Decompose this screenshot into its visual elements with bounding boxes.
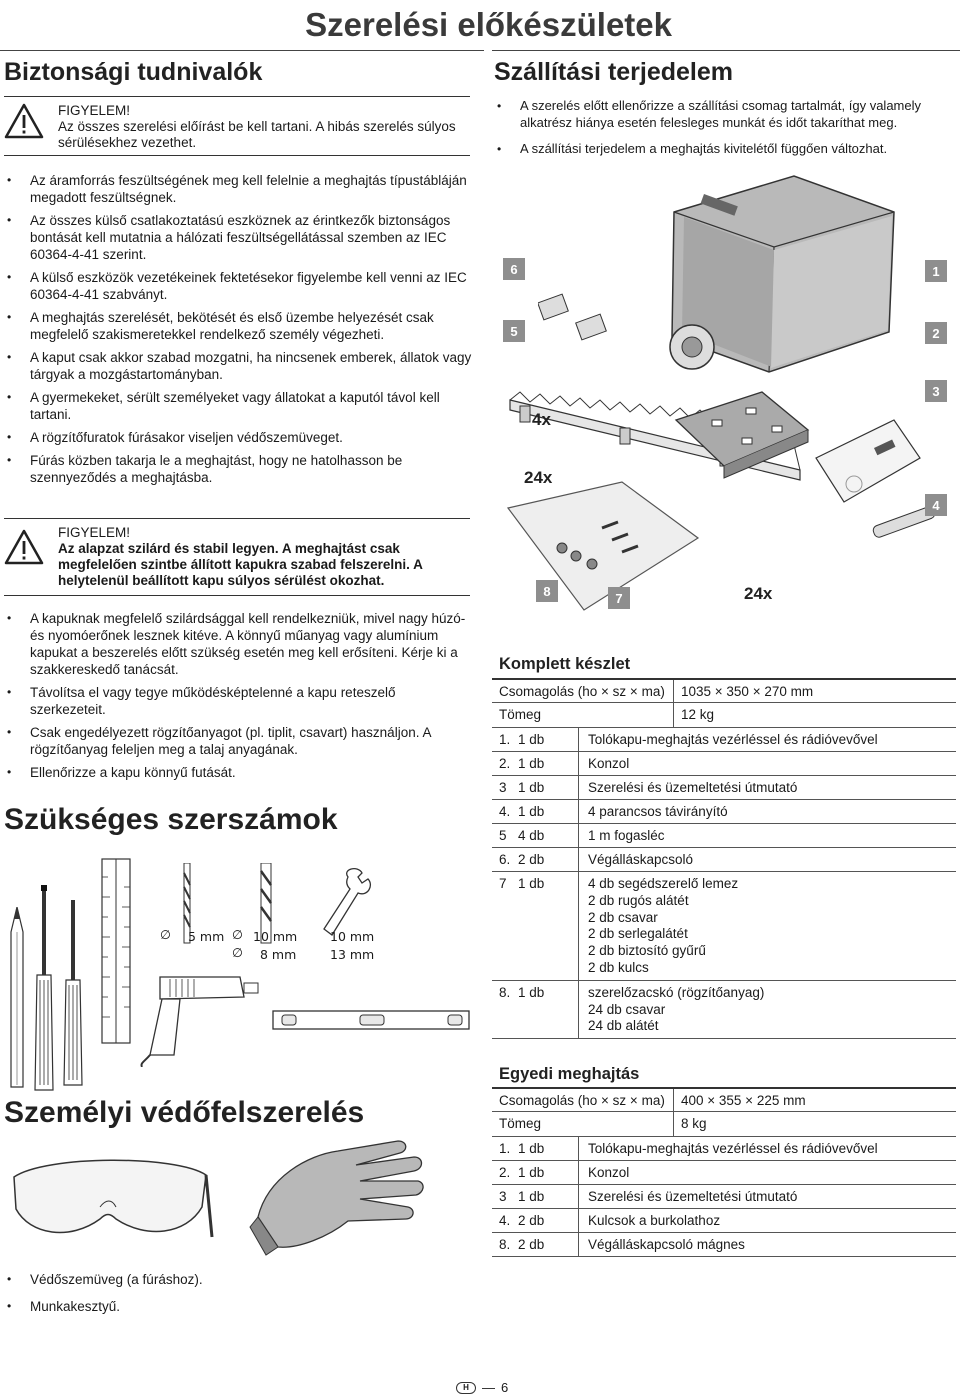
list-item: • A szerelés előtt ellenőrizze a szállítási csomag tartalmát, így valamely alkatrész hiánya esetén felesleges munkát és időt takaríthat meg.: [494, 98, 958, 131]
table-row: [492, 872, 956, 981]
divider: [492, 50, 960, 51]
cell-divider: [578, 824, 579, 847]
warning-text: Az összes szerelési előírást be kell tartani. A hibás szerelés súlyos sérülésekhez vezethet.: [58, 119, 456, 150]
dash-separator: —: [482, 1380, 495, 1395]
single-heading: Egyedi meghajtás: [499, 1065, 640, 1083]
warning-title: FIGYELEM!: [58, 103, 131, 118]
list-item: • A szállítási terjedelem a meghajtás kivitelétől függően változhat.: [494, 141, 958, 158]
table-cell: Csomagolás (ho × sz × ma): [499, 1093, 665, 1108]
ppe-heading: Személyi védőfelszerelés: [4, 1096, 365, 1129]
row-quantity: 1 db: [518, 1189, 545, 1204]
row-number: 3: [499, 1189, 507, 1204]
table-row: [492, 1087, 956, 1112]
row-description: Szerelési és üzemeltetési útmutató: [588, 780, 798, 795]
table-cell: Csomagolás (ho × sz × ma): [499, 684, 665, 699]
tools-heading: Szükséges szerszámok: [4, 803, 338, 836]
tools-illustration: [0, 855, 480, 1065]
table-cell: 12 kg: [681, 707, 715, 722]
gate-motor-icon: [644, 172, 904, 377]
cell-divider: [673, 1089, 674, 1111]
folding-rule-icon: [100, 857, 134, 1045]
drill-size: 10 mm: [253, 929, 298, 944]
table-row: [492, 1209, 956, 1233]
row-description: 4 parancsos távirányító: [588, 804, 728, 819]
row-number: 4.: [499, 1213, 511, 1228]
row-number: 8.: [499, 984, 511, 1000]
page-title: Szerelési előkészületek: [305, 6, 672, 43]
hardware-bag-icon: [502, 478, 702, 618]
row-quantity: 4 db: [518, 828, 545, 843]
list-item: • A gyermekeket, sérült személyeket vagy állatokat a kaputól távol kell tartani.: [4, 389, 474, 423]
row-number: 2.: [499, 756, 511, 771]
part-badge: 3: [925, 380, 947, 402]
spirit-level-icon: [272, 1007, 472, 1033]
cell-divider: [578, 800, 579, 823]
limit-switch-icon: [538, 288, 618, 346]
row-quantity: 2 db: [518, 1237, 545, 1252]
power-drill-icon: [140, 967, 260, 1067]
cell-divider: [578, 752, 579, 775]
page-number: [456, 1380, 508, 1395]
gate-list: [4, 610, 474, 787]
cell-divider: [578, 1137, 579, 1160]
table-row: [492, 678, 956, 703]
screwdriver-icon: [62, 900, 84, 1090]
row-quantity: 1 db: [518, 756, 545, 771]
warning-box: [4, 96, 470, 156]
cell-divider: [578, 981, 579, 1038]
row-description: Tolókapu-meghajtás vezérléssel és rádióvevővel: [588, 1141, 878, 1156]
part-badge: 6: [503, 258, 525, 280]
divider: [0, 50, 484, 51]
row-quantity: 1 db: [518, 984, 545, 1000]
list-item: • Munkakesztyű.: [4, 1298, 304, 1315]
cell-divider: [578, 728, 579, 751]
quantity-label: 24x: [744, 584, 773, 603]
single-table: [492, 1087, 956, 1257]
table-row: [492, 1233, 956, 1257]
bracket-plate-icon: [672, 390, 812, 480]
table-cell: 400 × 355 × 225 mm: [681, 1093, 806, 1108]
cell-divider: [673, 703, 674, 727]
row-description: Szerelési és üzemeltetési útmutató: [588, 1189, 798, 1204]
table-row: [492, 1137, 956, 1161]
list-item: • A kapuknak megfelelő szilárdsággal kell rendelkezniük, mivel nagy húzó- és nyomóerőnek lesznek kitéve. A könnyű műanyag vagy alumínium kapukat a beszerelés előtt szükség esetén meg kell erősíteni. Kérje ki a szakkereskedő tanácsát.: [4, 610, 474, 678]
warning-text: Az alapzat szilárd és stabil legyen. A meghajtást csak megfelelően szintbe állított kapukra szabad felszerelni. A helytelenül beállított kapu súlyos sérülést okozhat.: [58, 541, 423, 588]
list-item: • Ellenőrizze a kapu könnyű futását.: [4, 764, 474, 781]
list-item: • Az áramforrás feszültségének meg kell felelnie a meghajtás típustábláján megadott feszültségnek.: [4, 172, 474, 206]
table-cell: 8 kg: [681, 1116, 707, 1131]
table-row: [492, 824, 956, 848]
row-description: 4 db segédszerelő lemez 2 db rugós alátét 2 db csavar 2 db serlegalátét 2 db biztosító gyűrű 2 db kulcs: [588, 876, 739, 975]
row-description: szerelőzacskó (rögzítőanyag) 24 db csavar 24 db alátét: [588, 984, 765, 1034]
kit-table: [492, 678, 956, 1039]
part-badge: 8: [536, 580, 558, 602]
warning-icon: [4, 529, 44, 565]
language-badge: H: [456, 1382, 476, 1394]
table-row: [492, 800, 956, 824]
row-number: 6.: [499, 852, 511, 867]
row-description: Tolókapu-meghajtás vezérléssel és rádióvevővel: [588, 732, 878, 747]
list-item: • Távolítsa el vagy tegye működésképtelenné a kapu reteszelő szerkezeteit.: [4, 684, 474, 718]
cell-divider: [578, 776, 579, 799]
row-quantity: 2 db: [518, 852, 545, 867]
table-row: [492, 1161, 956, 1185]
row-quantity: 2 db: [518, 1213, 545, 1228]
row-quantity: 1 db: [518, 1141, 545, 1156]
wrench-size: 10 mm: [330, 929, 375, 944]
cell-divider: [578, 872, 579, 980]
warning-icon: [4, 103, 44, 139]
row-description: Konzol: [588, 756, 630, 771]
quantity-label: 4x: [532, 410, 551, 429]
table-row: [492, 752, 956, 776]
list-item: • A rögzítőfuratok fúrásakor viseljen védőszemüveget.: [4, 429, 474, 446]
list-item: • A kaput csak akkor szabad mozgatni, ha nincsenek emberek, állatok vagy tárgyak a mozgástartományban.: [4, 349, 474, 383]
warning-title: FIGYELEM!: [58, 525, 131, 540]
page-number-value: 6: [501, 1380, 509, 1395]
ppe-list: [4, 1271, 304, 1321]
row-description: Konzol: [588, 1165, 630, 1180]
drill-size: 5 mm: [188, 929, 225, 944]
row-number: 5: [499, 828, 507, 843]
list-item: • Fúrás közben takarja le a meghajtást, hogy ne hatolhasson be szennyeződés a meghajtásba.: [4, 452, 474, 486]
list-item: • A meghajtás szerelését, bekötését és első üzembe helyezését csak megfelelő szakismeretekkel rendelkező személy végezheti.: [4, 309, 474, 343]
warning-box: [4, 518, 470, 596]
drill-size: 8 mm: [260, 947, 297, 962]
table-row: [492, 1185, 956, 1209]
part-badge: 1: [925, 260, 947, 282]
row-quantity: 1 db: [518, 780, 545, 795]
safety-list: [4, 172, 474, 492]
list-item: • Védőszemüveg (a fúráshoz).: [4, 1271, 304, 1288]
row-description: 1 m fogasléc: [588, 828, 665, 843]
work-glove-icon: [248, 1137, 438, 1261]
table-row: [492, 981, 956, 1039]
table-row: [492, 728, 956, 752]
cell-divider: [578, 848, 579, 871]
row-quantity: 1 db: [518, 804, 545, 819]
delivery-list: [494, 98, 958, 164]
screwdriver-icon: [33, 885, 55, 1095]
part-badge: 5: [503, 320, 525, 342]
diameter-icon: ∅: [232, 927, 243, 942]
cell-divider: [578, 1233, 579, 1256]
cell-divider: [673, 1112, 674, 1136]
row-number: 2.: [499, 1165, 511, 1180]
table-cell: Tömeg: [499, 1116, 542, 1131]
row-quantity: 1 db: [518, 876, 545, 891]
row-number: 1.: [499, 1141, 511, 1156]
diameter-icon: ∅: [160, 927, 171, 942]
safety-heading: Biztonsági tudnivalók: [4, 58, 263, 86]
table-row: [492, 1112, 956, 1137]
safety-glasses-icon: [6, 1147, 214, 1257]
list-item: • Csak engedélyezett rögzítőanyagot (pl. tiplit, csavart) használjon. A rögzítőanyag feleljen meg a talaj anyagának.: [4, 724, 474, 758]
delivery-heading: Szállítási terjedelem: [494, 58, 734, 86]
part-badge: 7: [608, 587, 630, 609]
table-row: [492, 703, 956, 728]
row-number: 8.: [499, 1237, 511, 1252]
row-number: 4.: [499, 804, 511, 819]
row-quantity: 1 db: [518, 1165, 545, 1180]
cell-divider: [578, 1185, 579, 1208]
cell-divider: [578, 1209, 579, 1232]
table-cell: Tömeg: [499, 707, 542, 722]
manual-and-remote-icon: [814, 418, 924, 518]
quantity-label: 24x: [524, 468, 553, 487]
delivery-illustration: [494, 170, 956, 622]
table-row: [492, 848, 956, 872]
row-number: 7: [499, 876, 507, 891]
table-row: [492, 776, 956, 800]
row-number: 1.: [499, 732, 511, 747]
list-item: • Az összes külső csatlakoztatású eszköznek az érintkezők biztonságos bontását kell mutatnia a hálózati feszültségellátással szemben az IEC 60364-4-41 szerint.: [4, 212, 474, 263]
kit-heading: Komplett készlet: [499, 655, 631, 673]
row-quantity: 1 db: [518, 732, 545, 747]
pencil-icon: [8, 907, 26, 1092]
ppe-illustration: [0, 1135, 480, 1260]
diameter-icon: ∅: [232, 945, 243, 960]
table-cell: 1035 × 350 × 270 mm: [681, 684, 814, 699]
row-description: Végálláskapcsoló: [588, 852, 694, 867]
wrench-size: 13 mm: [330, 947, 375, 962]
cell-divider: [578, 1161, 579, 1184]
row-number: 3: [499, 780, 507, 795]
row-description: Kulcsok a burkolathoz: [588, 1213, 721, 1228]
cell-divider: [673, 680, 674, 702]
part-badge: 2: [925, 322, 947, 344]
part-badge: 4: [925, 494, 947, 516]
row-description: Végálláskapcsoló mágnes: [588, 1237, 745, 1252]
list-item: • A külső eszközök vezetékeinek fektetésekor figyelembe kell venni az IEC 60364-4-41 szabványt.: [4, 269, 474, 303]
